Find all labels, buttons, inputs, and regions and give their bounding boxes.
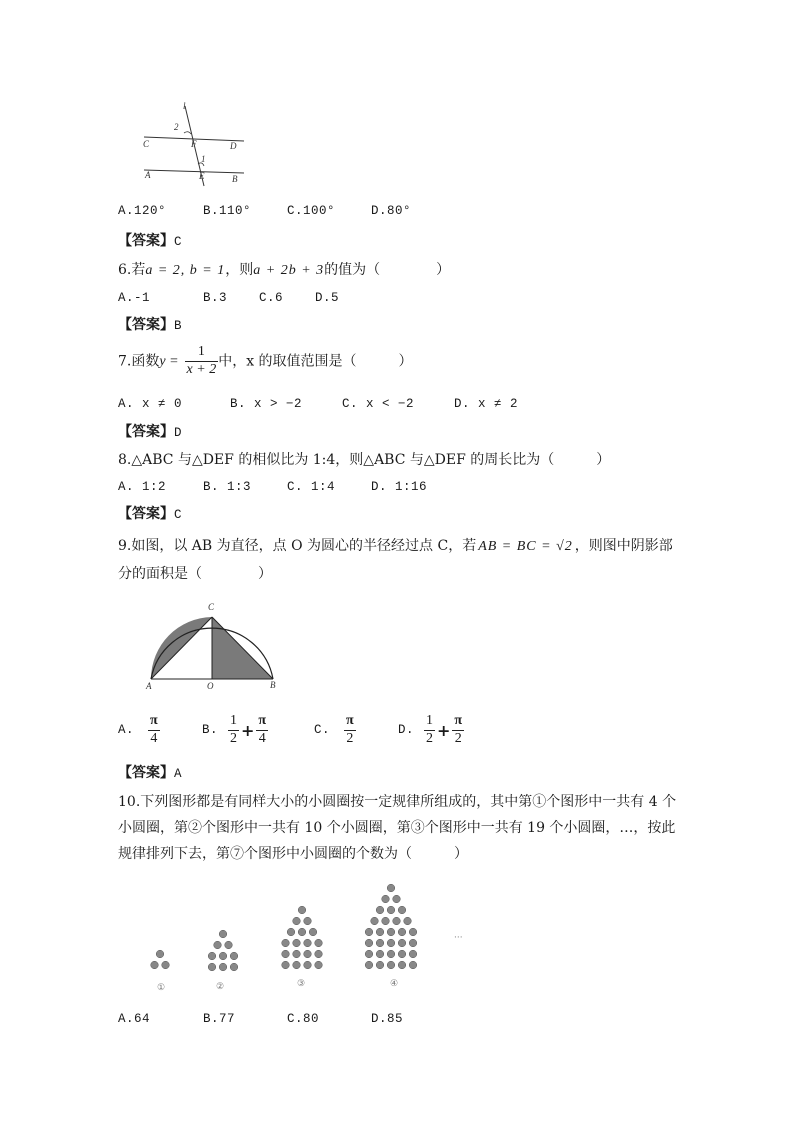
label-a: A	[146, 681, 152, 691]
circle-dot	[304, 950, 312, 958]
q9-option-a: A. $\frac{\pi}{4}$	[118, 713, 158, 746]
circle-dot	[219, 963, 227, 971]
q5-option-c: C.100°	[287, 204, 336, 218]
circle-dot	[387, 906, 395, 914]
label-o: O	[207, 681, 214, 691]
q8-option-b: B. 1:3	[203, 480, 252, 494]
q10-option-a: A.64	[118, 1012, 151, 1026]
q7-fraction: $\frac{1}{x + 2}$	[186, 344, 217, 377]
label-e: E	[199, 171, 205, 181]
label-l: l	[183, 101, 186, 111]
q9-option-b: B. $\frac{1}{2}$ + $\frac{\pi}{4}$	[202, 713, 267, 746]
label-d: D	[230, 141, 237, 151]
circle-dot	[371, 917, 379, 925]
circle-dot	[315, 939, 323, 947]
label-b: B	[232, 174, 238, 184]
semicircle-figure	[140, 596, 290, 692]
circle-dot	[219, 952, 227, 960]
q6-option-d: D.5	[315, 291, 340, 305]
circle-dot	[293, 961, 301, 969]
label-b: B	[270, 680, 276, 690]
q8-answer: 【答案】C	[118, 506, 183, 522]
label-1: 1	[201, 154, 206, 164]
label-c: C	[208, 602, 215, 612]
q10-question-line2: 小圆圈，第②个图形中一共有 10 个小圆圈，第③个图形中一共有 19 个小圆圈，…，按此	[118, 820, 676, 836]
q7-option-b: B. x > −2	[230, 397, 303, 411]
circle-dot	[376, 939, 384, 947]
q6-answer: 【答案】B	[118, 317, 183, 333]
q10-question-line3: 规律排列下去，第⑦个图形中小圆圈的个数为（ ）	[118, 846, 468, 862]
figure-label-2: ②	[216, 982, 225, 992]
q7-option-c: C. x < −2	[342, 397, 415, 411]
q10-option-b: B.77	[203, 1012, 236, 1026]
circle-dot	[214, 941, 222, 949]
q8-option-d: D. 1:16	[371, 480, 428, 494]
circle-dot	[298, 906, 306, 914]
circle-dot	[393, 895, 401, 903]
circle-dot	[387, 961, 395, 969]
circle-dot	[282, 961, 290, 969]
circle-dot	[409, 939, 417, 947]
circle-dot	[387, 950, 395, 958]
circle-dot	[398, 961, 406, 969]
q8-option-a: A. 1:2	[118, 480, 167, 494]
circle-dot	[287, 928, 295, 936]
q5-option-b: B.110°	[203, 204, 252, 218]
q7-option-a: A. x ≠ 0	[118, 397, 183, 411]
circle-dot	[304, 961, 312, 969]
figure-label-3: ③	[297, 979, 306, 989]
circle-dot	[156, 950, 164, 958]
circle-dot	[387, 928, 395, 936]
q5-answer: 【答案】C	[118, 233, 183, 249]
circle-dot	[230, 963, 238, 971]
circle-dot	[409, 961, 417, 969]
circle-dot	[315, 950, 323, 958]
circle-dot	[393, 917, 401, 925]
circle-dot	[282, 939, 290, 947]
q10-option-c: C.80	[287, 1012, 320, 1026]
q7-answer: 【答案】D	[118, 424, 183, 440]
circle-dot	[208, 963, 216, 971]
figure-label-1: ①	[157, 983, 166, 993]
circle-dot	[162, 961, 170, 969]
circle-dot	[387, 939, 395, 947]
q5-option-a: A.120°	[118, 204, 167, 218]
circle-dot	[376, 928, 384, 936]
circle-dot	[298, 928, 306, 936]
circle-dot	[376, 950, 384, 958]
circle-dot	[230, 952, 238, 960]
q7-option-d: D. x ≠ 2	[454, 397, 519, 411]
label-f: F	[191, 139, 197, 149]
circle-dot	[304, 939, 312, 947]
circle-dot	[293, 939, 301, 947]
figure-label-4: ④	[390, 979, 399, 989]
q9-option-c: C. $\frac{\pi}{2}$	[314, 713, 354, 746]
q10-option-d: D.85	[371, 1012, 404, 1026]
q6-question: 6.若a = 2, b = 1，则a + 2b + 3的值为（ ）	[118, 262, 451, 278]
q10-question-line1: 10.下列图形都是有同样大小的小圆圈按一定规律所组成的，其中第①个图形中一共有 4 个	[118, 794, 677, 810]
circle-dot	[376, 961, 384, 969]
circle-dot	[293, 950, 301, 958]
circle-dot	[409, 950, 417, 958]
circle-dot	[304, 917, 312, 925]
label-c: C	[143, 139, 150, 149]
q9-option-d: D. $\frac{1}{2}$ + $\frac{\pi}{2}$	[398, 713, 463, 746]
circle-dot	[398, 928, 406, 936]
circle-dot	[398, 939, 406, 947]
q6-option-b: B.3	[203, 291, 228, 305]
circle-dot	[151, 961, 159, 969]
circle-dot	[387, 884, 395, 892]
q5-option-d: D.80°	[371, 204, 412, 218]
circle-dot	[365, 939, 373, 947]
circle-dot	[382, 895, 390, 903]
parallel-lines-figure	[140, 100, 250, 190]
q9-question-line1: 9.如图，以 AB 为直径，点 O 为圆心的半径经过点 C，若 AB = BC = √2 ，则图中阴影部	[118, 538, 673, 554]
circle-dot	[398, 950, 406, 958]
q9-answer: 【答案】A	[118, 765, 183, 781]
circle-dot	[208, 952, 216, 960]
q7-question: 7.函数y = $\frac{1}{x + 2}$ 中，x 的取值范围是（ ）	[118, 344, 413, 377]
q8-question: 8.△ABC 与△DEF 的相似比为 1:4，则△ABC 与△DEF 的周长比为（ ）	[118, 452, 611, 468]
circle-dot	[219, 930, 227, 938]
circle-dot	[225, 941, 233, 949]
circle-pattern-figure	[140, 862, 480, 998]
circle-dot	[365, 928, 373, 936]
circle-dot	[282, 950, 290, 958]
label-a: A	[145, 170, 151, 180]
circle-dot	[315, 961, 323, 969]
circle-dot	[376, 906, 384, 914]
q6-option-a: A.-1	[118, 291, 151, 305]
label-2: 2	[174, 122, 179, 132]
circle-dot	[365, 950, 373, 958]
circle-dot	[365, 961, 373, 969]
q6-option-c: C.6	[259, 291, 284, 305]
q8-option-c: C. 1:4	[287, 480, 336, 494]
circle-dot	[309, 928, 317, 936]
circle-dot	[404, 917, 412, 925]
circle-dot	[293, 917, 301, 925]
ellipsis: ···	[454, 933, 463, 943]
circle-dot	[398, 906, 406, 914]
q9-question-line2: 分的面积是（ ）	[118, 566, 272, 582]
circle-dot	[382, 917, 390, 925]
circle-dot	[409, 928, 417, 936]
